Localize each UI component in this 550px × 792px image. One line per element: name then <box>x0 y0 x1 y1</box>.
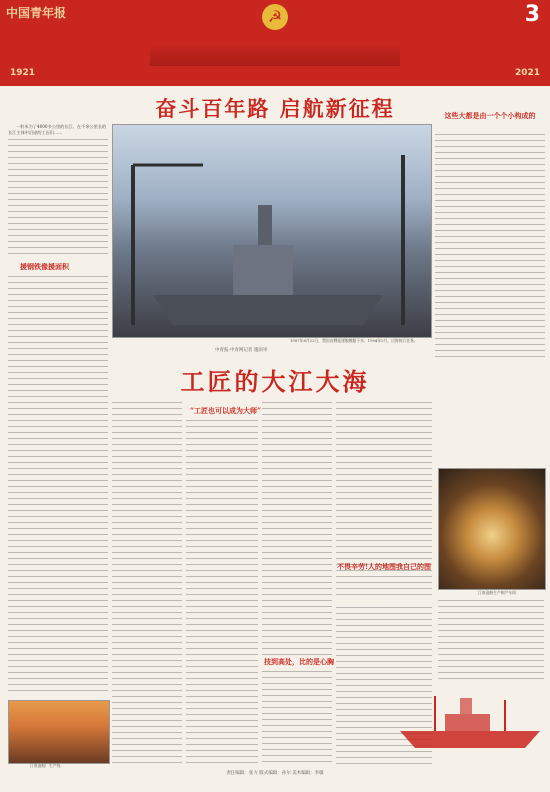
body-column-3b <box>262 669 332 765</box>
year-start: 1921 <box>10 68 36 78</box>
ship-illustration <box>113 125 431 337</box>
subhead-1: 援钢铁像援面积 <box>20 262 69 271</box>
body-column-6 <box>438 598 544 680</box>
sidebar-box-text <box>435 132 545 358</box>
left-column-body <box>8 274 108 692</box>
sidebar-box-title: 这些大都是由一个个小构成的 <box>444 111 536 120</box>
callout-text: 不畏辛劳!人的地图我自己的图 <box>336 562 432 571</box>
subhead-3: 技到高处，比的是心胸 <box>264 657 334 666</box>
page-slogan: 奋斗百年路 启航新征程 <box>155 96 395 121</box>
ship-drawing-icon <box>395 686 545 756</box>
text-filler <box>8 137 108 259</box>
paper-name: 中国青年报 <box>6 6 67 20</box>
city-skyline <box>150 44 400 66</box>
article-byline: 中青报·中青网记者 施雨岑 <box>215 348 268 353</box>
page-number: 3 <box>524 2 540 27</box>
right-photo-caption: 江南造船生产制产车间 <box>478 590 516 595</box>
article-headline: 工匠的大江大海 <box>180 367 370 396</box>
body-column-3 <box>262 400 332 655</box>
year-end: 2021 <box>514 68 540 78</box>
left-column-text <box>8 124 108 259</box>
right-photo <box>438 468 546 590</box>
party-emblem-icon: ☭ <box>262 4 288 30</box>
article-intro: 一粒米为了4000多公里的长江，在千余公里长的长江主体中沿途的工匠们…… <box>8 124 107 135</box>
main-photo-caption: 1987年6月22日，我国首艘驱逐舰舰艇下水，1994年5月，出海执行任务。 <box>290 338 418 343</box>
left-photo <box>8 700 110 764</box>
page-footer: 责任编辑：张力 版式编辑：孙尔 美术编辑：李敏 <box>226 771 324 776</box>
body-column-2 <box>186 418 258 765</box>
body-column-1 <box>112 400 182 765</box>
left-photo-caption: 江南造船厂生产线 <box>30 763 61 768</box>
masthead-banner <box>0 0 550 86</box>
main-photo <box>112 124 432 338</box>
subhead-2: “工匠也可以成为大师” <box>190 406 262 415</box>
